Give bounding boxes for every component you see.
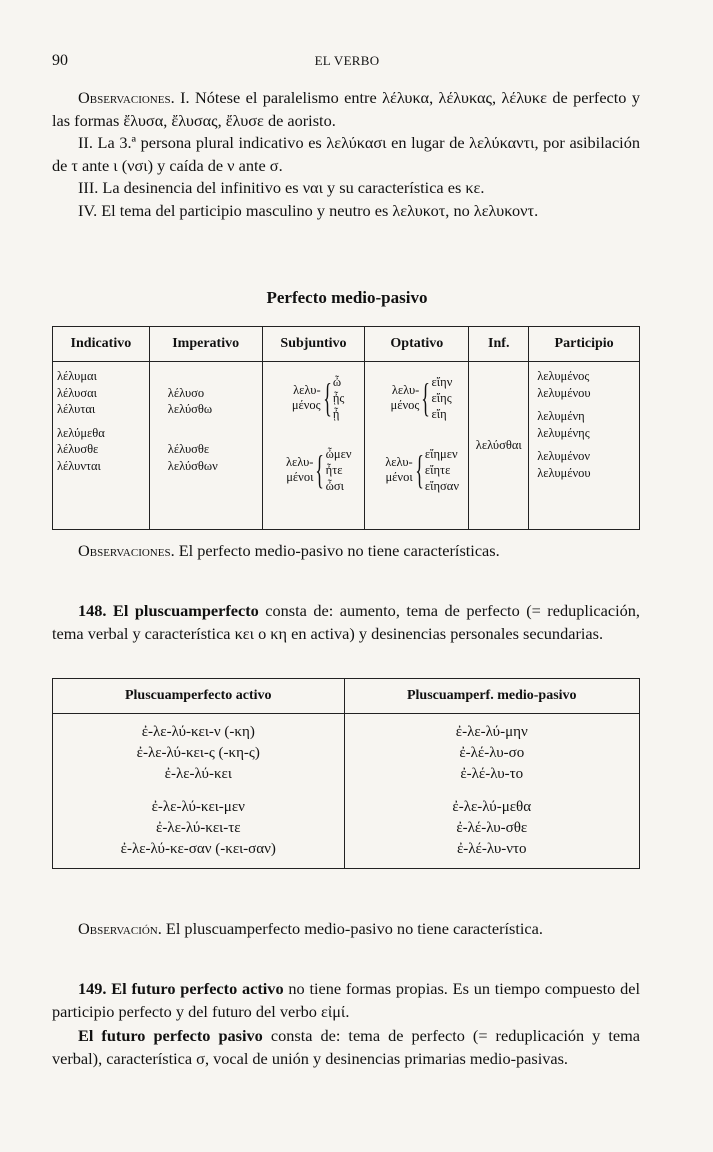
col-participio: Participio — [529, 327, 640, 362]
perfect-mp-table — [52, 326, 640, 530]
cell-infinitivo: λελύσθαι — [469, 362, 529, 530]
section-149: 149. El futuro perfecto activo no tiene formas propias. Es un tiempo compuesto del participio perfecto y del futuro del verbo εἰμί. — [52, 979, 640, 1021]
observation-item-1: Observaciones. I. Nótese el paralelismo entre λέλυκα, λέλυκας, λέλυκε de perfecto y las formas ἔλυσα, ἔλυσας, ἔλυσε de aoristo. — [52, 88, 640, 130]
col-subjuntivo: Subjuntivo — [262, 327, 365, 362]
table-row — [53, 362, 640, 530]
cell-participio: λελυμένος λελυμένου λελυμένη λελυμένης λελυμένον λελυμένου — [529, 362, 640, 530]
observations-top — [52, 87, 640, 222]
col-imperativo: Imperativo — [149, 327, 262, 362]
col-indicativo: Indicativo — [53, 327, 150, 362]
subj-plural: λελυ- μένοι { ὦμεν ἦτε ὦσι — [285, 447, 352, 493]
observation-bottom: Observación. El pluscuamperfecto medio-pasivo no tiene característica. — [78, 919, 543, 938]
future-perfect-passive: El futuro perfecto pasivo consta de: tema de perfecto (= reduplicación y tema verbal), característica σ, vocal de unión y desinencias primarias medio-pasivas. — [52, 1026, 641, 1068]
subj-singular: λελυ- μένος { ὦ ᾖς ᾖ — [291, 375, 345, 421]
page-header — [52, 52, 642, 74]
cell-imperativo: λέλυσο λελύσθω λέλυσθε λελύσθων — [149, 362, 262, 530]
cell-indicativo: λέλυμαι λέλυσαι λέλυται λελύμεθα λέλυσθε λέλυνται — [53, 362, 150, 530]
observation-item-4: IV. El tema del participio masculino y neutro es λελυκοτ, no λελυκοντ. — [78, 200, 539, 220]
observation-mid: Observaciones. El perfecto medio-pasivo no tiene características. — [78, 541, 500, 560]
col-infinitivo: Inf. — [469, 327, 529, 362]
cell-plusq-active: ἐ-λε-λύ-κει-ν (-κη) ἐ-λε-λύ-κει-ς (-κη-ς) ἐ-λε-λύ-κει ἐ-λε-λύ-κει-μεν ἐ-λε-λύ-κει-τε ἐ-λε-λύ-κε-σαν (-κει-σαν) — [53, 714, 345, 869]
cell-plusq-mp: ἐ-λε-λύ-μην ἐ-λέ-λυ-σο ἐ-λέ-λυ-το ἐ-λε-λύ-μεθα ἐ-λέ-λυ-σθε ἐ-λέ-λυ-ντο — [344, 714, 639, 869]
section-title-perfect-mp: Perfecto medio-pasivo — [266, 288, 428, 307]
table-row — [53, 714, 640, 869]
col-optativo: Optativo — [365, 327, 469, 362]
col-plusq-active: Pluscuamperfecto activo — [53, 679, 345, 714]
cell-optativo — [365, 362, 469, 530]
observation-item-2: II. La 3.ª persona plural indicativo es λελύκασι en lugar de λελύκαντι, por asibilación de τ ante ι (νσι) y caída de ν ante σ. — [52, 133, 640, 175]
observation-item-3: III. La desinencia del infinitivo es ναι y su característica es κε. — [78, 178, 485, 197]
opt-singular: λελυ- μένος { εἴην εἴης εἴη — [390, 375, 453, 421]
section-148: 148. El pluscuamperfecto consta de: aumento, tema de perfecto (= reduplicación, tema verbal y característica κει o κη en activa) y desinencias personales secundarias. — [52, 601, 640, 643]
running-title: EL VERBO — [314, 53, 380, 68]
table-header-row — [53, 327, 640, 362]
opt-plural: λελυ- μένοι { εἴημεν εἴητε εἴησαν — [385, 447, 459, 493]
page-number: 90 — [52, 52, 68, 69]
col-plusq-mp: Pluscuamperf. medio-pasivo — [344, 679, 639, 714]
table-header-row — [53, 679, 640, 714]
pluperfect-table — [52, 678, 640, 869]
cell-subjuntivo — [262, 362, 365, 530]
